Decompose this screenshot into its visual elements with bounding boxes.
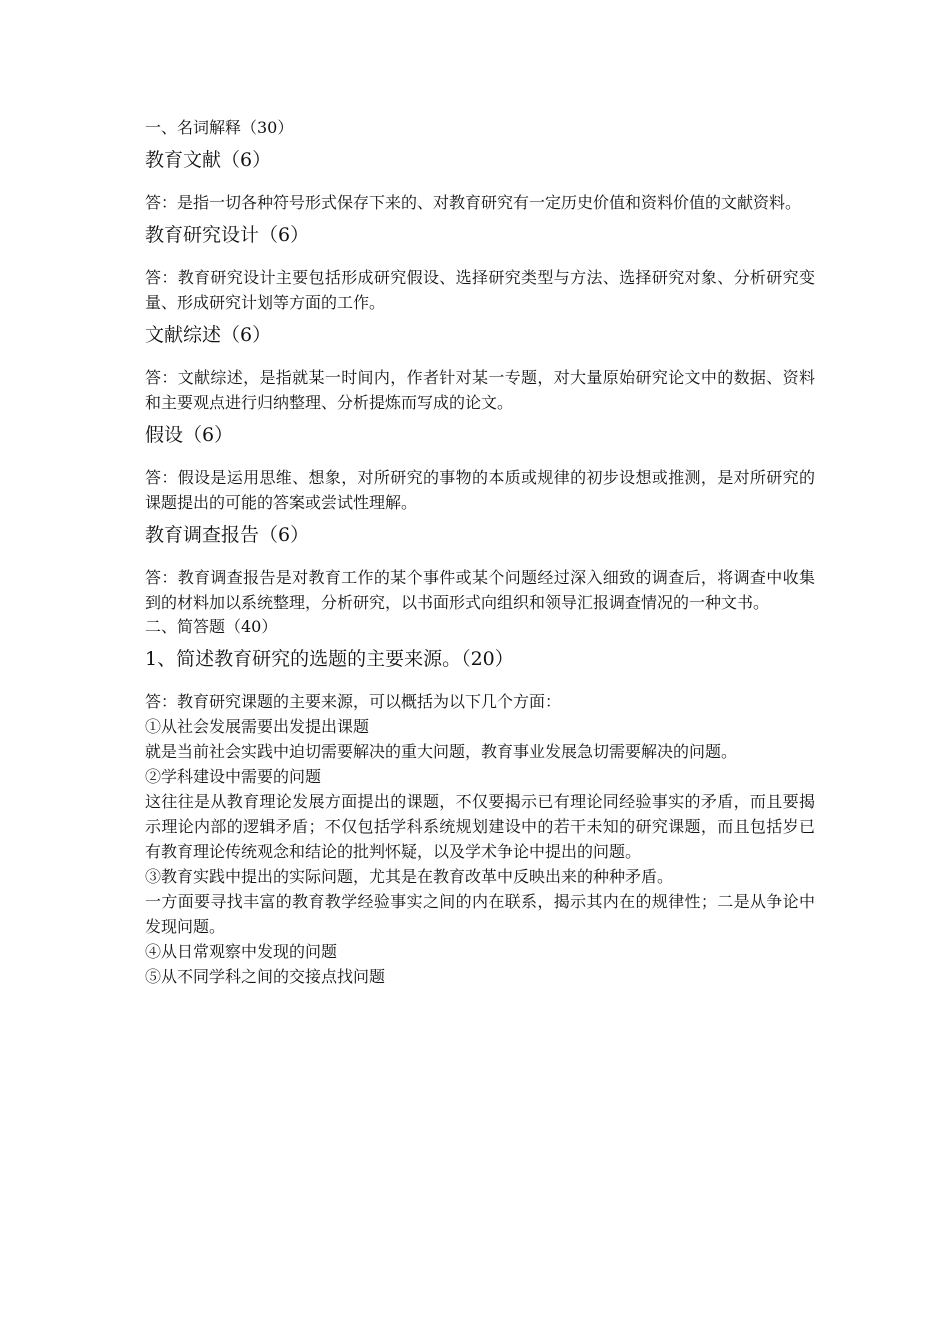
point-paragraph: 就是当前社会实践中迫切需要解决的重大问题，教育事业发展急切需要解决的问题。	[145, 742, 738, 761]
answer-paragraph: 答：教育调查报告是对教育工作的某个事件或某个问题经过深入细致的调查后，将调查中收集到的材料加以系统整理，分析研究，以书面形式向组织和领导汇报调查情况的一种文书。	[145, 568, 815, 612]
point-heading: ②学科建设中需要的问题	[145, 767, 322, 786]
section-heading-definitions: 一、名词解释（30）	[145, 118, 294, 137]
point-heading: ⑤从不同学科之间的交接点找问题	[145, 967, 386, 986]
point-paragraph: 一方面要寻找丰富的教育教学经验事实之间的内在联系，揭示其内在的规律性；二是从争论中发现问题。	[145, 892, 815, 936]
term-heading: 教育文献（6）	[145, 149, 272, 171]
term-heading: 文献综述（6）	[145, 324, 272, 346]
answer-paragraph: 答：假设是运用思维、想象，对所研究的事物的本质或规律的初步设想或推测，是对所研究的课题提出的可能的答案或尝试性理解。	[145, 468, 815, 512]
term-heading: 假设（6）	[145, 424, 234, 446]
answer-intro: 答：教育研究课题的主要来源，可以概括为以下几个方面：	[145, 692, 562, 711]
answer-paragraph: 答：文献综述，是指就某一时间内，作者针对某一专题，对大量原始研究论文中的数据、资料和主要观点进行归纳整理、分析提炼而写成的论文。	[145, 368, 815, 412]
point-heading: ①从社会发展需要出发提出课题	[145, 717, 370, 736]
answer-paragraph: 答：教育研究设计主要包括形成研究假设、选择研究类型与方法、选择研究对象、分析研究变量、形成研究计划等方面的工作。	[145, 268, 815, 312]
answer-paragraph: 答：是指一切各种符号形式保存下来的、对教育研究有一定历史价值和资料价值的文献资料。	[145, 193, 802, 212]
term-heading: 教育调查报告（6）	[145, 524, 310, 546]
section-heading-short-answer: 二、简答题（40）	[145, 617, 278, 636]
point-heading: ④从日常观察中发现的问题	[145, 942, 338, 961]
document-page	[145, 116, 815, 989]
question-heading: 1、简述教育研究的选题的主要来源。（20）	[145, 648, 514, 670]
point-heading: ③教育实践中提出的实际问题，尤其是在教育改革中反映出来的种种矛盾。	[145, 867, 674, 886]
term-heading: 教育研究设计（6）	[145, 224, 310, 246]
point-paragraph: 这往往是从教育理论发展方面提出的课题，不仅要揭示已有理论同经验事实的矛盾，而且要揭示理论内部的逻辑矛盾；不仅包括学科系统规划建设中的若干未知的研究课题，而且包括岁已有教育理论传统观念和结论的批判怀疑，以及学术争论中提出的问题。	[145, 792, 815, 861]
